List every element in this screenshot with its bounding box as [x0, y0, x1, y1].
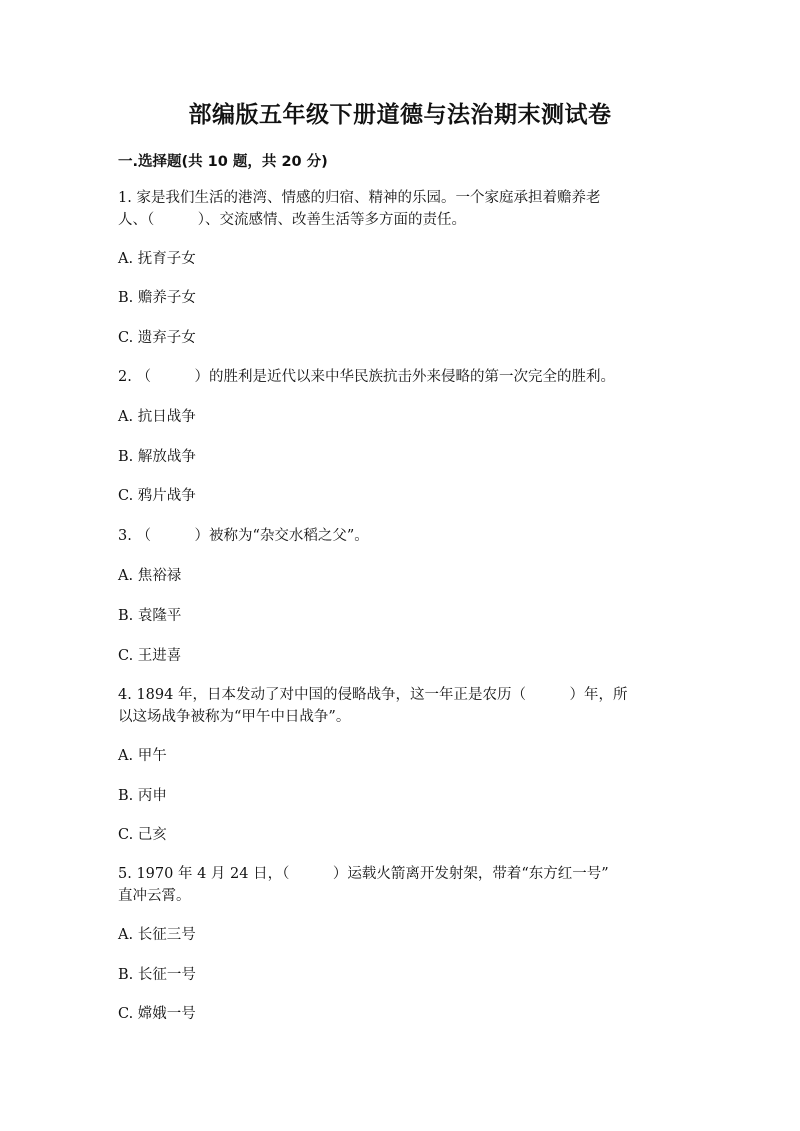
question-4-option-b: B. 丙申 — [118, 788, 167, 804]
question-3-line-1: 3. （ ）被称为“杂交水稻之父”。 — [118, 528, 369, 544]
question-5-option-a: A. 长征三号 — [118, 927, 196, 943]
question-4-option-c: C. 己亥 — [118, 827, 167, 843]
question-2-line-1: 2. （ ）的胜利是近代以来中华民族抗击外来侵略的第一次完全的胜利。 — [118, 369, 615, 385]
question-4-option-a: A. 甲午 — [118, 748, 167, 764]
question-2-option-c: C. 鸦片战争 — [118, 488, 196, 504]
question-5-option-b: B. 长征一号 — [118, 967, 196, 983]
page-title: 部编版五年级下册道德与法治期末测试卷 — [188, 102, 612, 128]
question-2-option-a: A. 抗日战争 — [118, 409, 196, 425]
question-3-option-c: C. 王进喜 — [118, 648, 182, 664]
question-3-option-b: B. 袁隆平 — [118, 608, 182, 624]
question-4-line-1: 4. 1894 年，日本发动了对中国的侵略战争，这一年正是农历（ ）年，所 — [118, 687, 628, 703]
question-4-line-2: 以这场战争被称为“甲午中日战争”。 — [118, 709, 351, 725]
section-heading: 一.选择题(共 10 题，共 20 分) — [118, 154, 328, 170]
question-1-option-b: B. 赡养子女 — [118, 290, 196, 306]
question-1-option-a: A. 抚育子女 — [118, 251, 196, 267]
question-1-option-c: C. 遗弃子女 — [118, 330, 196, 346]
question-5-line-2: 直冲云霄。 — [118, 888, 191, 904]
question-1-line-2: 人、（ ）、交流感情、改善生活等多方面的责任。 — [118, 212, 466, 228]
question-3-option-a: A. 焦裕禄 — [118, 568, 182, 584]
question-1-line-1: 1. 家是我们生活的港湾、情感的归宿、精神的乐园。一个家庭承担着赡养老 — [118, 190, 601, 206]
question-5-line-1: 5. 1970 年 4 月 24 日，（ ）运载火箭离开发射架，带着“东方红一号” — [118, 866, 609, 882]
question-5-option-c: C. 嫦娥一号 — [118, 1006, 196, 1022]
question-2-option-b: B. 解放战争 — [118, 449, 196, 465]
